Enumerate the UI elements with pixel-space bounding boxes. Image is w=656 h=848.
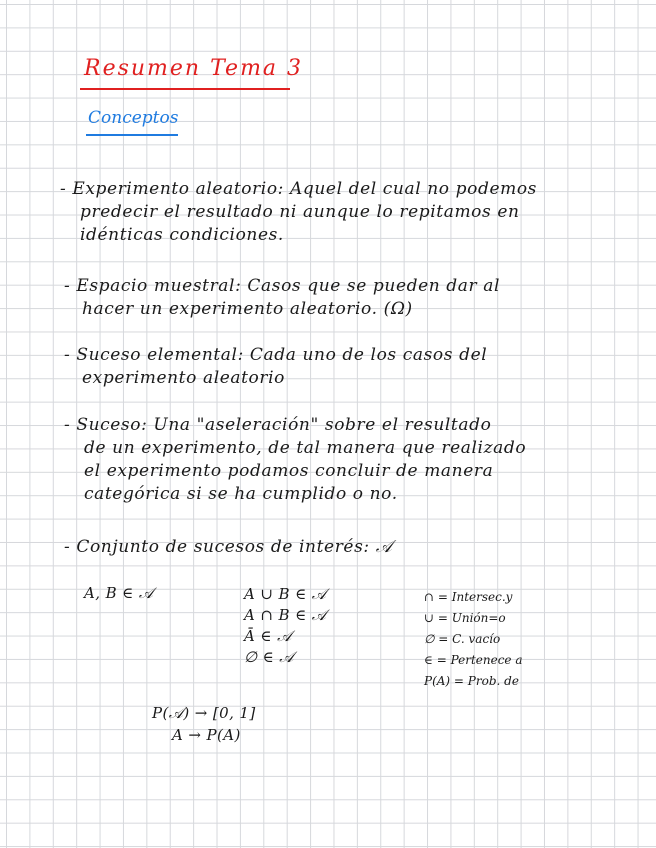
definition-experimento-aleatorio [60,178,537,247]
legend-line: ∅ = C. vacío [424,632,501,646]
definition-line: categórica si se ha cumplido o no. [84,484,398,504]
definition-line: predecir el resultado ni aunque lo repitamos en [80,202,520,222]
probability-mapping [152,702,256,746]
property-line: ∅ ∈ 𝒜 [244,648,294,666]
page-title: Resumen Tema 3 [84,56,304,81]
set-properties [244,584,326,668]
definition-line: - Experimento aleatorio: Aquel del cual no podemos [60,179,537,199]
definition-conjunto-sucesos [64,536,392,559]
title-underline [80,88,290,90]
property-line: A ∪ B ∈ 𝒜 [244,585,327,603]
definition-suceso [64,414,526,506]
section-heading: Conceptos [88,108,179,128]
symbol-legend [424,587,522,692]
definition-line: - Conjunto de sucesos de interés: 𝒜 [64,537,393,557]
definition-line: - Suceso: Una "aseleración" sobre el resultado [64,415,492,435]
legend-line: ∩ = Intersec.y [424,590,513,604]
definition-line: experimento aleatorio [82,368,285,388]
set-membership: A, B ∈ 𝒜 [84,584,154,602]
definition-line: el experimento podamos concluir de manera [84,461,494,481]
definition-line: de un experimento, de tal manera que realizado [84,438,527,458]
property-line: Ā ∈ 𝒜 [244,627,292,645]
definition-line: hacer un experimento aleatorio. (Ω) [82,299,413,319]
definition-line: - Espacio muestral: Casos que se pueden dar al [64,276,501,296]
definition-line: idénticas condiciones. [80,225,284,245]
definition-suceso-elemental [64,344,487,390]
mapping-line: A → P(A) [172,726,241,744]
property-line: A ∩ B ∈ 𝒜 [244,606,327,624]
definition-line: - Suceso elemental: Cada uno de los casos del [64,345,488,365]
section-underline [86,134,178,136]
legend-line: ∈ = Pertenece a [424,653,523,667]
legend-line: ∪ = Unión=o [424,611,506,625]
legend-line: P(A) = Prob. de [424,674,519,688]
mapping-line: P(𝒜) → [0, 1] [152,704,256,722]
definition-espacio-muestral [64,275,500,321]
